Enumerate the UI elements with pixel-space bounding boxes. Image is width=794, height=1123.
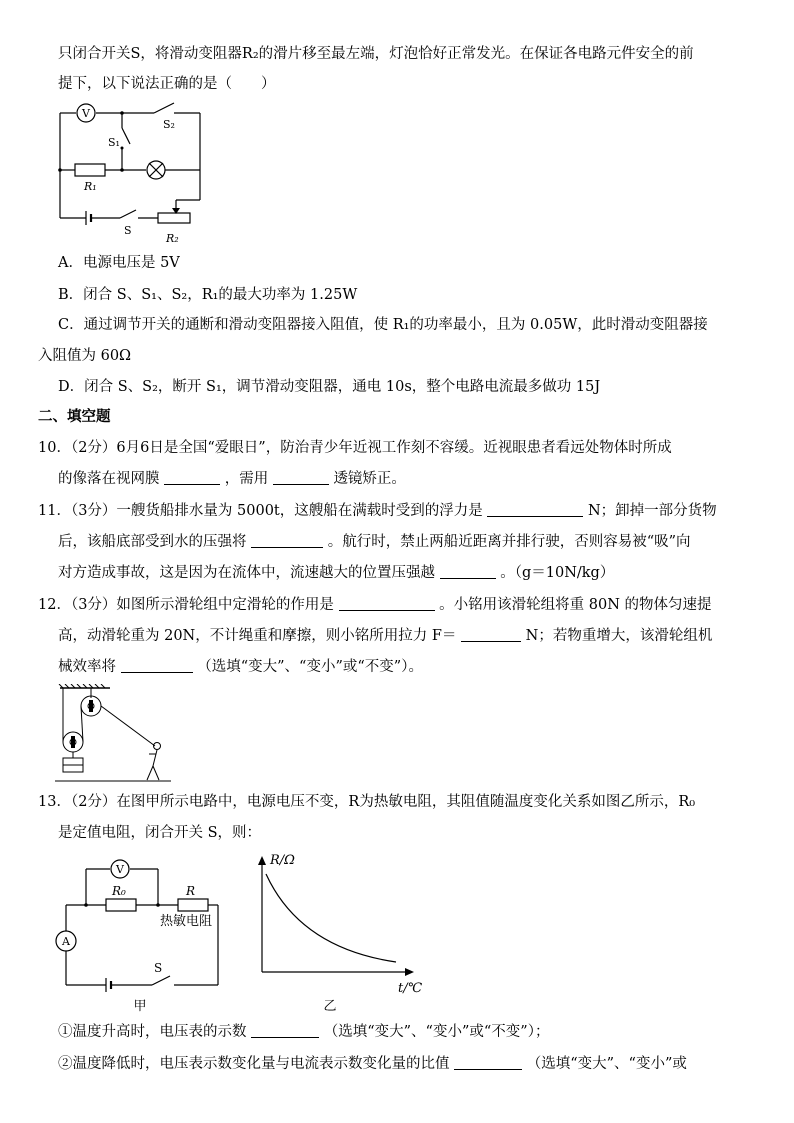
q9-option-c-line2: 入阻值为 60Ω: [38, 348, 132, 364]
q10-blank-2[interactable]: [273, 470, 329, 485]
q13-sub1-text-b: （选填“变大”、“变小”或“不变”）；: [323, 1024, 550, 1040]
q9-stem-line1: 只闭合开关S，将滑动变阻器R₂的滑片移至最左端，灯泡恰好正常发光。在保证各电路元件安全的前: [58, 46, 694, 62]
q13-blank-1[interactable]: [251, 1023, 319, 1038]
q13-resistance-curve: [266, 874, 396, 962]
section-heading: 二、填空题: [38, 408, 111, 425]
q12-text-e: 械效率将: [58, 659, 116, 675]
q10-text-a: 的像落在视网膜: [58, 471, 160, 487]
q12-line1: [38, 595, 712, 615]
q11-text-d: 。航行时，禁止两船近距离并排行驶，否则容易被“吸”向: [327, 534, 691, 550]
q13-sub1-text-a: ①温度升高时，电压表的示数: [58, 1024, 247, 1040]
q10-text-b: ，需用: [224, 471, 269, 487]
q12-line3: [58, 657, 423, 677]
q10-text-c: 透镜矫正。: [333, 471, 406, 487]
q9-option-a: A．电源电压是 5V: [58, 255, 180, 271]
q11-text-b: N；卸掉一部分货物: [587, 503, 717, 519]
q12-blank-1[interactable]: [339, 596, 435, 611]
q11-blank-1[interactable]: [487, 502, 583, 517]
q11-text-a: 11．（3分）一艘货船排水量为 5000t，这艘船在满载时受到的浮力是: [38, 503, 483, 519]
q13-graph-ylabel: R/Ω: [270, 853, 295, 868]
q13-line2: 是定值电阻，闭合开关 S，则：: [58, 825, 262, 841]
q12-blank-2[interactable]: [461, 627, 521, 642]
q9-option-d: D．闭合 S、S₂，断开 S₁，调节滑动变阻器，通电 10s，整个电路电流最多做功 15J: [58, 379, 601, 395]
q10-line1: 10．（2分）6月6日是全国“爱眼日”，防治青少年近视工作刻不容缓。近视眼患者看远处物体时所成: [38, 440, 672, 456]
q13-thermistor-label: 热敏电阻: [160, 914, 213, 929]
q13-sub2: [58, 1054, 687, 1074]
q11-text-e: 对方造成事故，这是因为在流体中，流速越大的位置压强越: [58, 565, 435, 581]
q9-option-c-line1: C．通过调节开关的通断和滑动变阻器接入阻值，使 R₁的功率最小，且为 0.05W，此时滑动变阻器接: [58, 317, 708, 333]
q13-switch-label: S: [154, 961, 163, 975]
q11-text-c: 后，该船底部受到水的压强将: [58, 534, 247, 550]
q9-stem-line2: 提下，以下说法正确的是（ ）: [58, 76, 276, 92]
q9-s-label: S: [124, 224, 132, 237]
q9-r2-label: R₂: [166, 232, 179, 245]
q9-s2-label: S₂: [163, 118, 175, 131]
q11-line2: [58, 532, 691, 552]
q12-text-a: 12．（3分）如图所示滑轮组中定滑轮的作用是: [38, 597, 334, 613]
q12-text-b: 。小铭用该滑轮组将重 80N 的物体匀速提: [439, 597, 712, 613]
q11-text-f: 。（g＝10N/kg）: [500, 565, 615, 581]
q9-option-b: B．闭合 S、S₁、S₂，R₁的最大功率为 1.25W: [58, 287, 358, 303]
q11-line3: [58, 563, 614, 583]
q13-r0-label: R₀: [112, 884, 126, 898]
q10-blank-1[interactable]: [164, 470, 220, 485]
q12-text-d: N；若物重增大，该滑轮组机: [525, 628, 713, 644]
q13-caption-yi: 乙: [323, 999, 337, 1014]
q12-pulley-figure: [55, 684, 175, 786]
q12-blank-3[interactable]: [121, 658, 193, 673]
q13-sub2-text-b: （选填“变大”、“变小”或: [526, 1056, 687, 1072]
q9-circuit-diagram: [50, 98, 210, 248]
q11-blank-3[interactable]: [440, 564, 496, 579]
q13-voltmeter-label: V: [116, 863, 124, 876]
q13-sub2-text-a: ②温度降低时，电压表示数变化量与电流表示数变化量的比值: [58, 1056, 450, 1072]
q9-r1-label: R₁: [84, 180, 97, 193]
q13-caption-jia: 甲: [133, 999, 147, 1014]
q13-line1: 13．（2分）在图甲所示电路中，电源电压不变，R为热敏电阻，其阻值随温度变化关系如图乙所示，R₀: [38, 794, 696, 810]
q11-blank-2[interactable]: [251, 533, 323, 548]
q9-voltmeter-label: V: [82, 107, 90, 120]
q12-line2: [58, 626, 712, 646]
q13-blank-2[interactable]: [454, 1055, 522, 1070]
q12-text-f: （选填“变大”、“变小”或“不变”）。: [197, 659, 423, 675]
q13-circuit-jia: [50, 855, 230, 1015]
q13-r-label: R: [186, 884, 196, 898]
q10-line2: [58, 469, 406, 489]
q13-graph-xlabel: t/℃: [398, 981, 423, 996]
q9-s1-label: S₁: [108, 136, 120, 149]
q12-text-c: 高，动滑轮重为 20N，不计绳重和摩擦，则小铭所用拉力 F＝: [58, 628, 457, 644]
q13-graph-yi: [240, 848, 440, 1018]
q11-line1: [38, 501, 717, 521]
q13-sub1: [58, 1022, 549, 1042]
q13-ammeter-label: A: [62, 935, 70, 948]
